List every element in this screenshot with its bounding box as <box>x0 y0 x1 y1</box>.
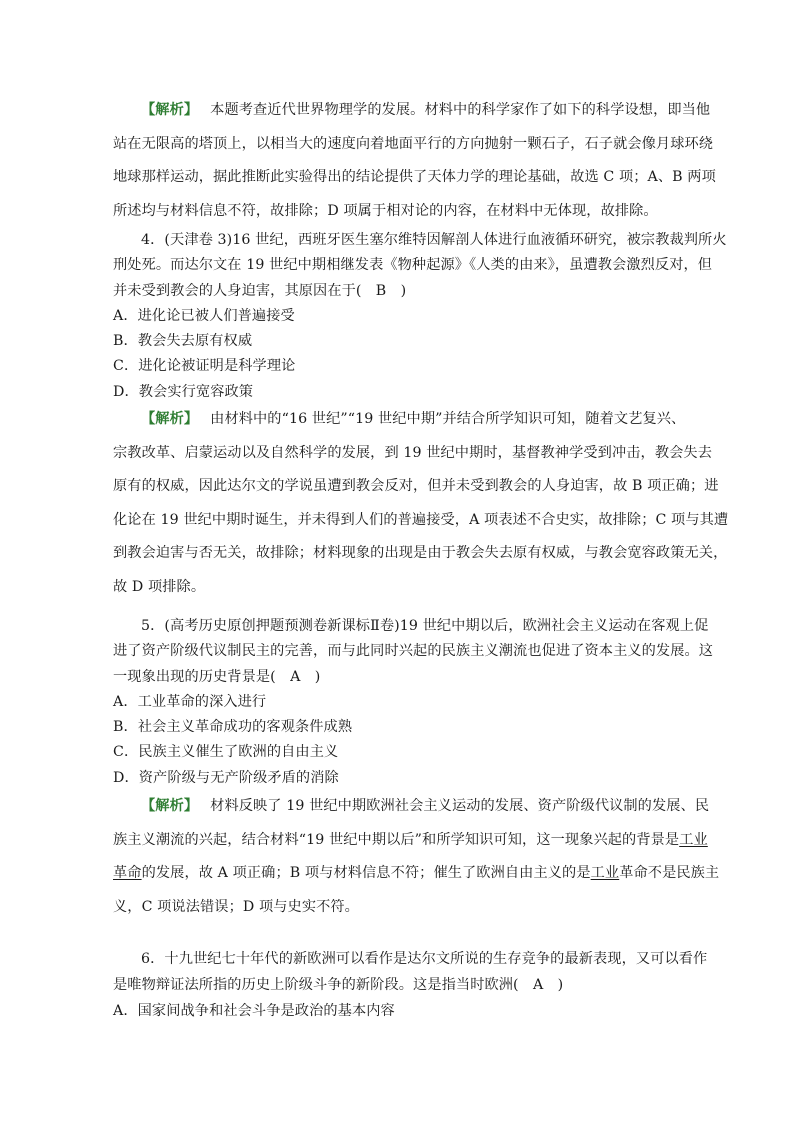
analysis-line: 原有的权威，因此达尔文的学说虽遭到教会反对，但并未受到教会的人身迫害，故 B 项正确；进 <box>113 478 719 494</box>
analysis-line: 站在无限高的塔顶上，以相当大的速度向着地面平行的方向抛射一颗石子，石子就会像月球环绕 <box>113 135 714 152</box>
analysis-line: 故 D 项排除。 <box>113 578 206 595</box>
option-d: D．资产阶级与无产阶级矛盾的消除 <box>113 769 339 786</box>
option-a: A．工业革命的深入进行 <box>113 693 267 710</box>
option-d: D．教会实行宽容政策 <box>113 383 254 400</box>
question-6 <box>113 946 708 1024</box>
underlined-term: 工业 <box>679 831 708 848</box>
question-stem-line: 4．(天津卷 3)16 世纪，西班牙医生塞尔维特因解剖人体进行血液循环研究，被宗教裁判所火 <box>141 232 727 248</box>
question-stem-line: 一现象出现的历史背景是( A ) <box>113 668 321 685</box>
analysis-line: 【解析】 材料反映了 19 世纪中期欧洲社会主义运动的发展、资产阶级代议制的发展、民 <box>141 798 710 814</box>
analysis-line: 义，C 项说法错误；D 项与史实不符。 <box>113 898 359 915</box>
option-b: B．教会失去原有权威 <box>113 333 253 350</box>
option-c: C．民族主义催生了欧洲的自由主义 <box>113 744 339 761</box>
underlined-term: 革命 <box>113 865 142 881</box>
analysis-q5 <box>113 790 720 924</box>
option-a: A．进化论已被人们普遍接受 <box>113 307 295 324</box>
question-5 <box>113 614 714 791</box>
analysis-line: 所述均与材料信息不符，故排除；D 项属于相对论的内容，在材料中无体现，故排除。 <box>113 202 658 219</box>
option-a: A．国家间战争和社会斗争是政治的基本内容 <box>113 1003 395 1019</box>
question-stem-line: 刑处死。而达尔文在 19 世纪中期相继发表《物种起源》《人类的由来》，虽遭教会激烈反对，但 <box>113 257 713 274</box>
underlined-term: 工业 <box>590 865 620 881</box>
question-stem-line: 是唯物辩证法所指的历史上阶级斗争的新阶段。这是指当时欧洲( A ) <box>113 977 564 993</box>
analysis-line: 革命的发展，故 A 项正确；B 项与材料信息不符；催生了欧洲自由主义的是工业革命不是民族主 <box>113 865 720 881</box>
analysis-line: 【解析】 本题考查近代世界物理学的发展。材料中的科学家作了如下的科学设想，即当他 <box>141 102 711 118</box>
question-stem-line: 并未受到教会的人身迫害，其原因在于( B ) <box>113 282 407 299</box>
analysis-line: 宗教改革、启蒙运动以及自然科学的发展，到 19 世纪中期时，基督教神学受到冲击，教会失去 <box>113 444 712 461</box>
question-stem-line: 进了资产阶级代议制民主的完善，而与此同时兴起的民族主义潮流也促进了资本主义的发展。这 <box>113 643 714 660</box>
analysis-line: 到教会迫害与否无关，故排除；材料现象的出现是由于教会失去原有权威，与教会宽容政策无关， <box>113 545 728 561</box>
analysis-line: 族主义潮流的兴起，结合材料“19 世纪中期以后”和所学知识可知，这一现象兴起的背景是工业 <box>113 831 708 848</box>
analysis-line: 地球那样运动，据此推断此实验得出的结论提供了天体力学的理论基础，故选 C 项；A、B 两项 <box>113 169 716 185</box>
analysis-tag: 【解析】 <box>141 798 199 814</box>
analysis-tag: 【解析】 <box>141 411 199 427</box>
analysis-q4 <box>113 403 729 604</box>
analysis-line: 【解析】 由材料中的“16 世纪”“19 世纪中期”并结合所学知识可知，随着文艺复兴、 <box>141 411 686 427</box>
question-stem-line: 5．(高考历史原创押题预测卷新课标Ⅱ卷)19 世纪中期以后，欧洲社会主义运动在客观上促 <box>141 618 709 634</box>
option-c: C．进化论被证明是科学理论 <box>113 358 296 375</box>
question-stem-line: 6．十九世纪七十年代的新欧洲可以看作是达尔文所说的生存竞争的最新表现，又可以看作 <box>141 951 708 967</box>
analysis-line: 化论在 19 世纪中期时诞生，并未得到人们的普遍接受，A 项表述不合史实，故排除；C 项与其遭 <box>113 511 729 528</box>
question-4 <box>113 228 727 405</box>
analysis-q3 <box>113 94 716 228</box>
option-b: B．社会主义革命成功的客观条件成熟 <box>113 719 353 736</box>
analysis-tag: 【解析】 <box>141 102 199 118</box>
